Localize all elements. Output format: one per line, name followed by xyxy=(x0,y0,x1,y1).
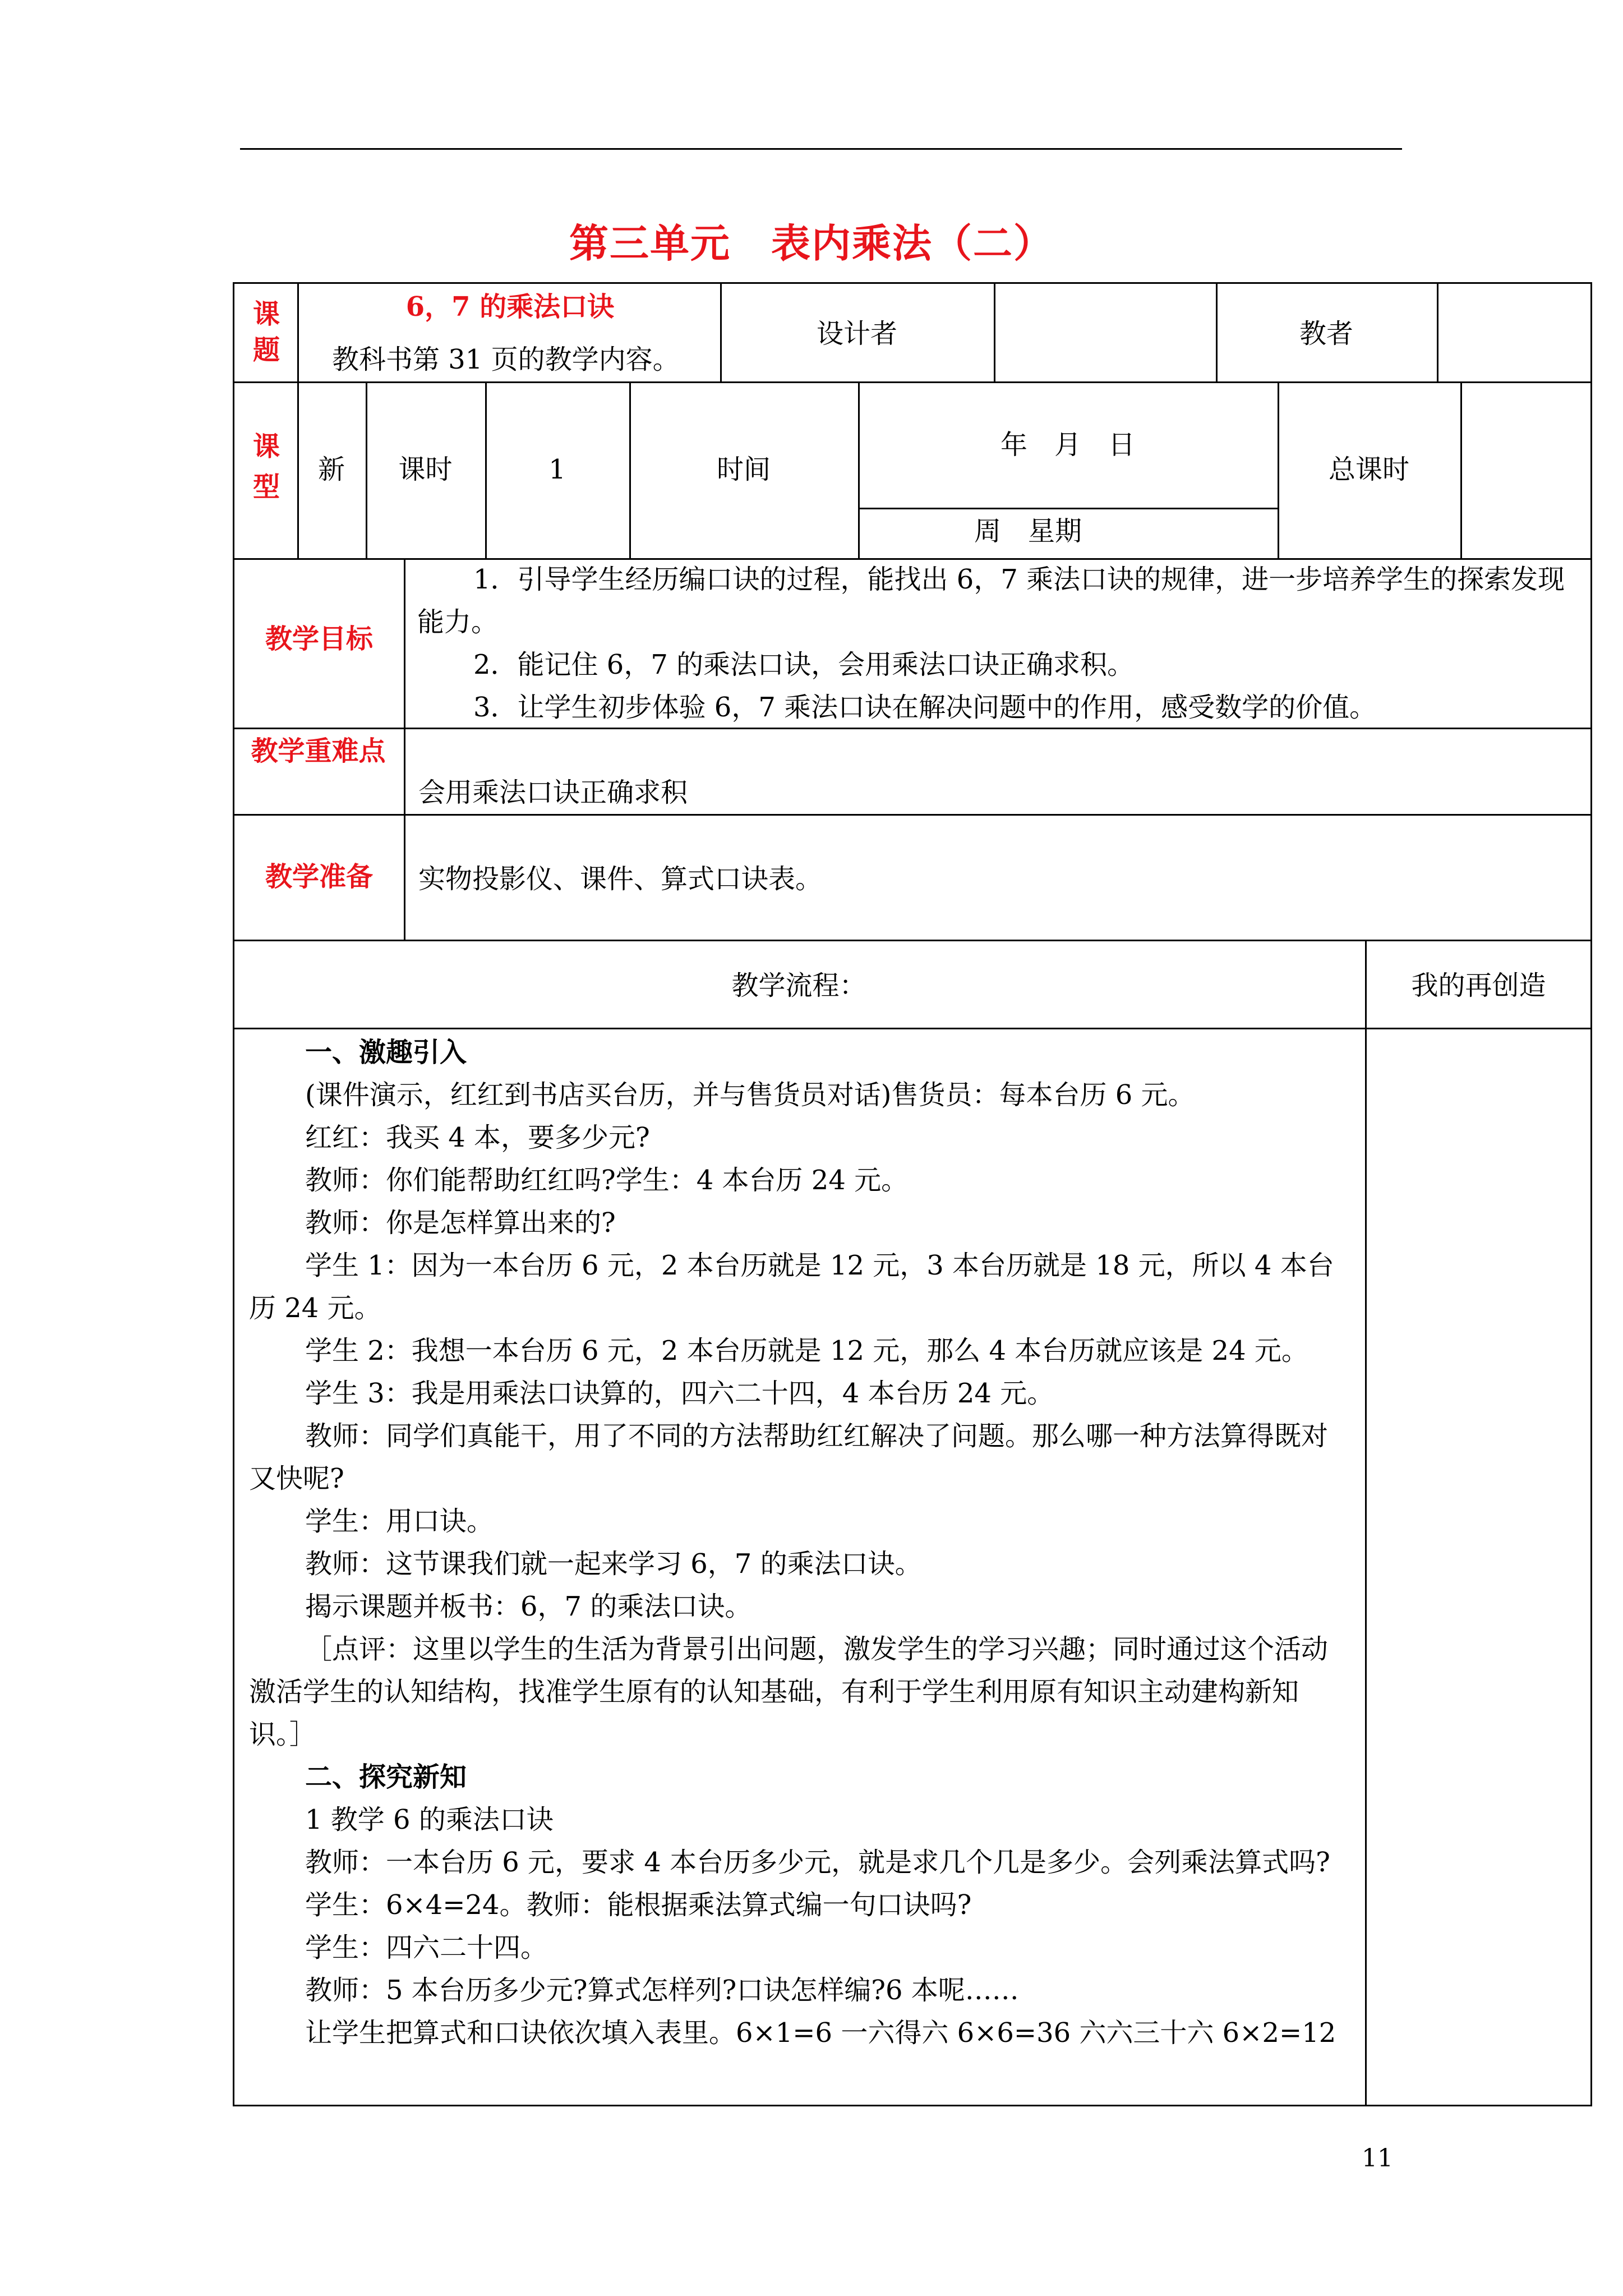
period-label: 课时 xyxy=(398,454,453,485)
flow-heading: 二、探究新知 xyxy=(305,1761,467,1793)
flow-paragraph: 学生：6×4=24。教师：能根据乘法算式编一句口诀吗? xyxy=(305,1889,972,1921)
flow-paragraph: 学生：四六二十四。 xyxy=(305,1932,548,1963)
time-label: 时间 xyxy=(716,454,771,485)
prep-label: 教学准备 xyxy=(265,861,373,892)
designer-label: 设计者 xyxy=(816,318,897,349)
flow-paragraph: 教师：5 本台历多少元?算式怎样列?口诀怎样编?6 本呢…… xyxy=(305,1975,1019,2006)
flow-paragraph: 教师：同学们真能干，用了不同的方法帮助红红解决了问题。那么哪一种方法算得既对又快呢? xyxy=(249,1420,1329,1494)
key-text: 会用乘法口诀正确求积 xyxy=(418,777,688,808)
teacher-label: 教者 xyxy=(1299,318,1353,349)
goals-list xyxy=(417,558,1584,729)
flow-label: 教学流程： xyxy=(731,970,866,1001)
flow-paragraph: 学生：用口诀。 xyxy=(305,1506,494,1537)
flow-heading: 一、激趣引入 xyxy=(305,1037,467,1068)
recreate-label: 我的再创造 xyxy=(1411,970,1546,1001)
flow-paragraph: 教师：一本台历 6 元，要求 4 本台历多少元，就是求几个几是多少。会列乘法算式吗? xyxy=(305,1847,1330,1878)
flow-paragraph: 让学生把算式和口诀依次填入表里。6×1=6 一六得六 6×6=36 六六三十六 6×2=12 xyxy=(305,2017,1336,2049)
goal-item: 1．引导学生经历编口诀的过程，能找出 6，7 乘法口诀的规律，进一步培养学生的探索发现能力。 xyxy=(417,564,1565,638)
goal-item: 3．让学生初步体验 6，7 乘法口诀在解决问题中的作用，感受数学的价值。 xyxy=(473,692,1377,723)
lesson-content: 教科书第 31 页的教学内容。 xyxy=(332,344,680,375)
flow-paragraph: 教师：你是怎样算出来的? xyxy=(305,1207,616,1239)
flow-paragraph: (课件演示，红红到书店买台历，并与售货员对话)售货员：每本台历 6 元。 xyxy=(305,1079,1195,1111)
week-text: 周 星期 xyxy=(974,516,1082,547)
type-value: 新 xyxy=(317,454,345,485)
page-title: 第三单元 表内乘法（二） xyxy=(569,220,1054,266)
flow-paragraph: 学生 1：因为一本台历 6 元，2 本台历就是 12 元，3 本台历就是 18 元，所以 4 本台历 24 元。 xyxy=(249,1250,1334,1324)
flow-paragraph: 学生 3：我是用乘法口诀算的，四六二十四，4 本台历 24 元。 xyxy=(305,1378,1054,1409)
flow-paragraph: 1 教学 6 的乘法口诀 xyxy=(305,1804,554,1835)
goals-label: 教学目标 xyxy=(265,623,373,655)
goal-item: 2．能记住 6，7 的乘法口诀，会用乘法口诀正确求积。 xyxy=(473,649,1135,680)
lesson-title: 6，7 的乘法口诀 xyxy=(405,291,615,323)
flow-paragraph: 学生 2：我想一本台历 6 元，2 本台历就是 12 元，那么 4 本台历就应该是 24 元。 xyxy=(305,1335,1308,1366)
page-number: 11 xyxy=(1362,2144,1393,2173)
lesson-label: 课 题 xyxy=(252,298,280,366)
flow-content xyxy=(249,1031,1348,2054)
flow-paragraph: 教师：这节课我们就一起来学习 6，7 的乘法口诀。 xyxy=(305,1548,922,1580)
total-label: 总课时 xyxy=(1328,454,1409,485)
period-value: 1 xyxy=(548,454,566,485)
date-text: 年 月 日 xyxy=(1000,429,1135,461)
key-label: 教学重难点 xyxy=(251,735,386,767)
prep-text: 实物投影仪、课件、算式口诀表。 xyxy=(418,863,823,895)
flow-paragraph: ［点评：这里以学生的生活为背景引出问题，激发学生的学习兴趣；同时通过这个活动激活学生的认知结构，找准学生原有的认知基础，有利于学生利用原有知识主动建构新知识。］ xyxy=(249,1634,1329,1750)
flow-paragraph: 教师：你们能帮助红红吗?学生：4 本台历 24 元。 xyxy=(305,1165,909,1196)
flow-paragraph: 红红：我买 4 本，要多少元? xyxy=(305,1122,650,1153)
flow-paragraph: 揭示课题并板书：6，7 的乘法口诀。 xyxy=(305,1591,752,1622)
header-rule xyxy=(240,148,1402,150)
type-label: 课 型 xyxy=(252,431,280,503)
